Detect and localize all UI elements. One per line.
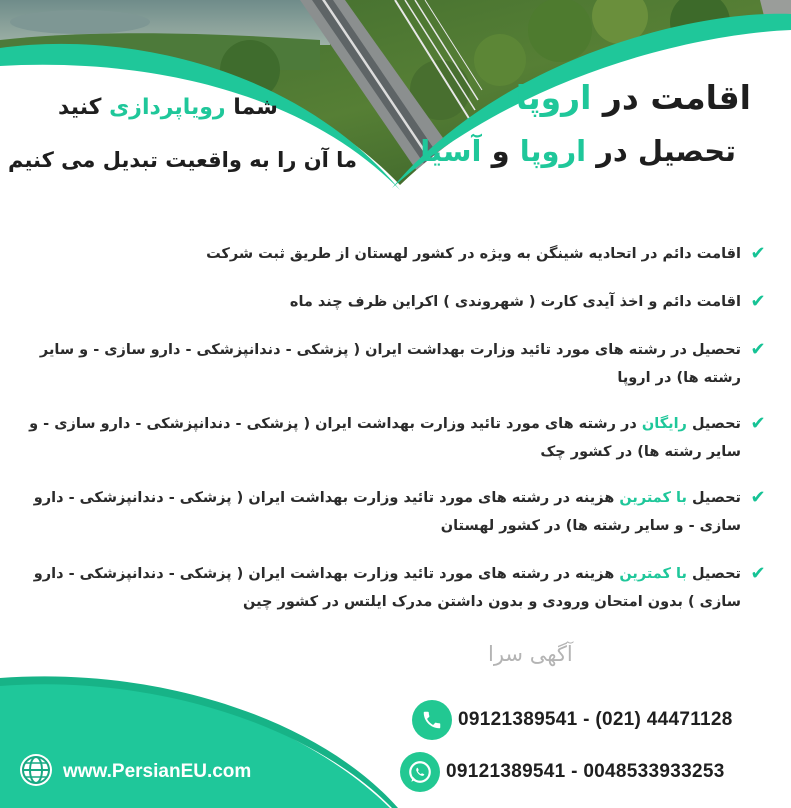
list-item-text: تحصیل در رشته های مورد تائید وزارت بهداشت ایران ( پزشکی - دندانپزشکی - دارو سازی - و سایر رشته ها) در اروپا: [39, 342, 741, 386]
headline-residence: اقامت در اروپا: [515, 78, 751, 117]
globe-icon: [18, 752, 54, 792]
phone-contact: [412, 700, 733, 740]
phone-icon[interactable]: [412, 700, 452, 740]
list-item: [7, 288, 769, 316]
list-item: [7, 560, 769, 616]
list-item: [7, 240, 769, 268]
list-item-text: اقامت دائم و اخذ آیدی کارت ( شهروندی ) اکراین ظرف چند ماه: [289, 294, 741, 310]
whatsapp-contact: [400, 752, 725, 792]
website-contact: [18, 752, 251, 792]
watermark-text: آگهی سرا: [488, 642, 573, 666]
check-icon: ✔: [750, 291, 766, 312]
list-item: [7, 336, 769, 392]
list-item: [7, 410, 769, 466]
website-link[interactable]: www.PersianEU.com: [63, 761, 252, 782]
list-item: [7, 484, 769, 540]
slogan-reality: ما آن را به واقعیت تبدیل می کنیم: [8, 148, 358, 172]
list-item-text: تحصیل با کمترین هزینه در رشته های مورد تائید وزارت بهداشت ایران ( پزشکی - دندانپزشکی - دارو سازی ) بدون امتحان ورودی و بدون داشتن مدرک ایلتس در کشور چین: [33, 566, 741, 610]
check-icon: ✔: [750, 413, 766, 434]
list-item-text: اقامت دائم در اتحادیه شینگن به ویژه در کشور لهستان از طریق ثبت شرکت: [206, 246, 741, 262]
whatsapp-numbers[interactable]: 09121389541 - 0048533933253: [446, 761, 725, 782]
check-icon: ✔: [750, 563, 766, 584]
services-list: [7, 240, 769, 616]
slogan-dream: شما رویاپردازی کنید: [58, 95, 278, 120]
list-item-text: تحصیل رایگان در رشته های مورد تائید وزارت بهداشت ایران ( پزشکی - دندانپزشکی - دارو سازی - و سایر رشته ها) در کشور چک: [29, 416, 741, 460]
check-icon: ✔: [750, 339, 766, 360]
list-item-text: تحصیل با کمترین هزینه در رشته های مورد تائید وزارت بهداشت ایران ( پزشکی - دندانپزشکی - دارو سازی - و سایر رشته ها) در کشور لهستان: [33, 490, 741, 534]
phone-numbers[interactable]: 09121389541 - (021) 44471128: [458, 709, 733, 730]
whatsapp-icon[interactable]: [400, 752, 440, 792]
check-icon: ✔: [750, 487, 766, 508]
check-icon: ✔: [750, 243, 766, 264]
headline-study: تحصیل در اروپا و آسیا: [420, 134, 736, 168]
